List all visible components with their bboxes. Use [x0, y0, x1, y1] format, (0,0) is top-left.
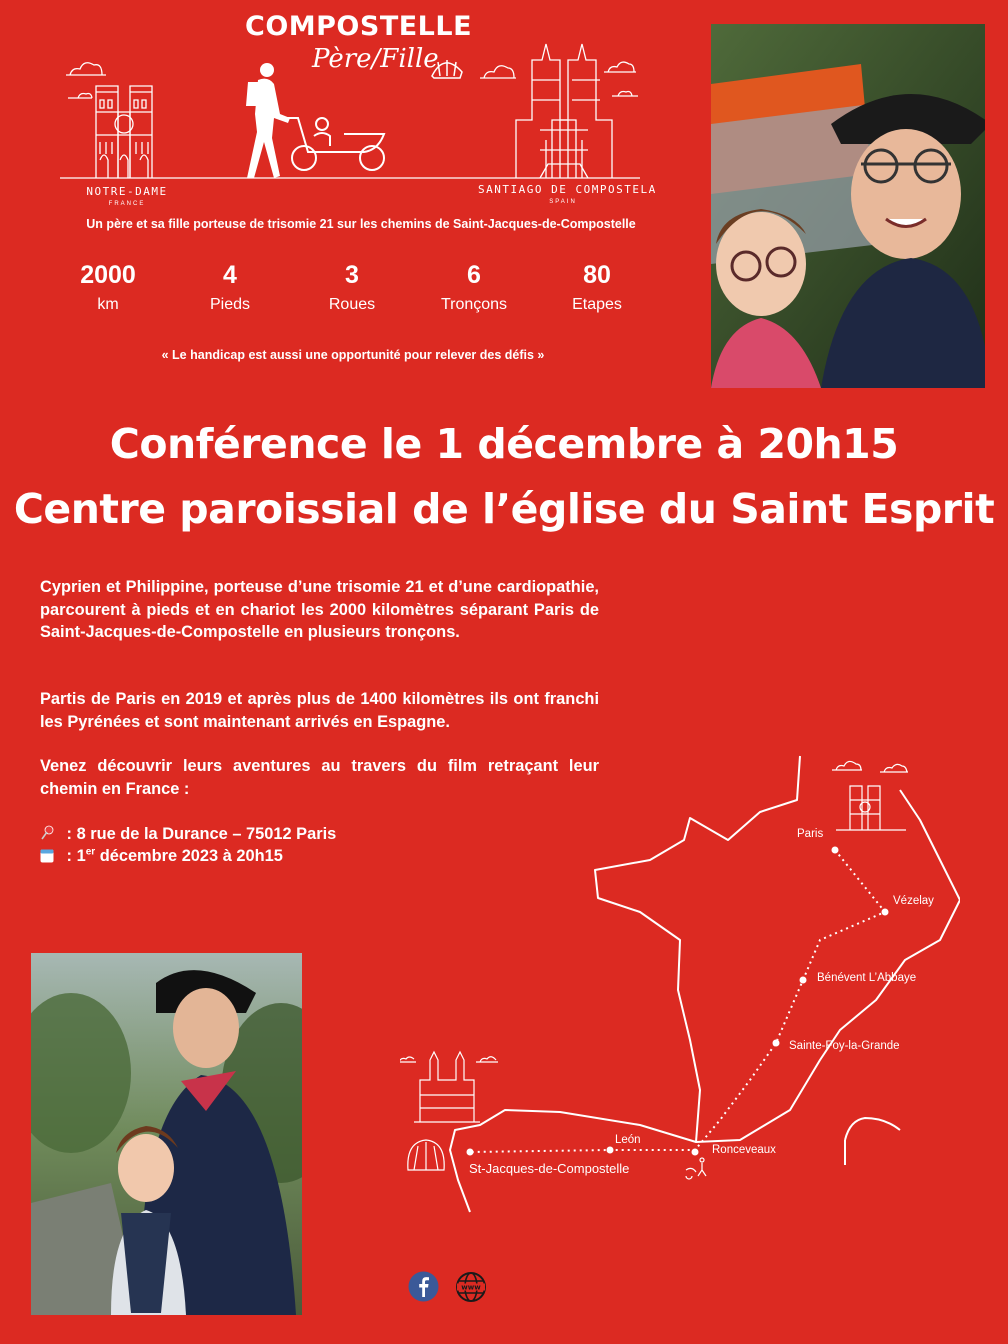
facebook-icon [408, 1271, 439, 1302]
stat-value: 3 [345, 261, 359, 289]
stat-value: 6 [467, 261, 481, 289]
stat-value: 2000 [80, 261, 136, 289]
map-label-paris: Paris [797, 828, 824, 840]
map-label-santiago: St-Jacques-de-Compostelle [469, 1161, 630, 1176]
brand-subtitle: Père/Fille [312, 44, 439, 74]
france-outline [595, 756, 960, 1142]
www-globe-icon [455, 1271, 487, 1303]
quote: « Le handicap est aussi une opportunité pour relever des défis » [161, 348, 545, 362]
address-text: : 8 rue de la Durance – 75012 Paris [62, 825, 337, 843]
facebook-link[interactable] [408, 1271, 439, 1302]
paragraph-invite: Venez découvrir leurs aventures au travers du film retraçant leur chemin en France : [40, 757, 599, 798]
stop-santiago [467, 1149, 474, 1156]
stat-label: Tronçons [440, 296, 508, 313]
date-text: : 1er décembre 2023 à 20h15 [62, 846, 283, 865]
date-line [40, 846, 283, 866]
map-label-leon: León [615, 1134, 641, 1146]
address-line [40, 823, 336, 844]
paragraph-progress: Partis de Paris en 2019 et après plus de 1400 kilomètres ils ont franchi les Pyrénées et sont maintenant arrivés en Espagne. [40, 690, 599, 731]
stop-sainte-foy [773, 1040, 780, 1047]
stop-benevent [800, 977, 807, 984]
stat-value: 4 [223, 261, 237, 289]
pushpin-icon [40, 825, 56, 846]
paragraph-intro: Cyprien et Philippine, porteuse d’une trisomie 21 et d’une cardiopathie, parcourent à pieds et en chariot les 2000 kilomètres séparant Paris de Saint-Jacques-de-Compostelle en plusieurs tronçons. [40, 578, 599, 641]
stop-roncevaux [692, 1149, 699, 1156]
stat-km [48, 260, 168, 314]
country-spain: SPAIN [549, 199, 577, 205]
date-superscript: er [85, 846, 96, 858]
stat-value: 80 [583, 261, 611, 289]
stat-etapes [537, 260, 657, 314]
brand-title: COMPOSTELLE [245, 11, 473, 42]
stat-label: Pieds [209, 296, 251, 313]
website-link[interactable] [455, 1271, 487, 1303]
stat-troncons [414, 260, 534, 314]
map-label-sainte-foy: Sainte-Foy-la-Grande [789, 1040, 900, 1052]
headline-venue: Centre paroissial de l’église du Saint Esprit [13, 485, 995, 533]
photo-father-daughter-path [31, 953, 302, 1315]
stop-vezelay [882, 909, 889, 916]
map-label-roncevaux: Ronceveaux [712, 1144, 776, 1156]
tagline: Un père et sa fille porteuse de trisomie 21 sur les chemins de Saint-Jacques-de-Compostelle [86, 217, 636, 231]
svg-text:www: www [461, 1283, 481, 1292]
map-label-benevent: Bénévent L’Abbaye [817, 972, 917, 984]
map-label-vezelay: Vézelay [893, 895, 934, 907]
headline-conference: Conférence le 1 décembre à 20h15 [109, 420, 899, 468]
stop-paris [832, 847, 839, 854]
route-path [470, 850, 885, 1152]
stat-label: Etapes [572, 296, 622, 313]
stat-roues [292, 260, 412, 314]
stat-label: km [97, 296, 119, 313]
stat-label: Roues [328, 296, 376, 313]
photo-father-daughter-selfie [711, 24, 985, 388]
country-france: FRANCE [108, 201, 146, 207]
calendar-icon [40, 848, 56, 868]
place-santiago: SANTIAGO DE COMPOSTELA [478, 183, 657, 196]
stat-pieds [170, 260, 290, 314]
place-notre-dame: NOTRE-DAME [86, 185, 168, 198]
stop-leon [607, 1147, 614, 1154]
